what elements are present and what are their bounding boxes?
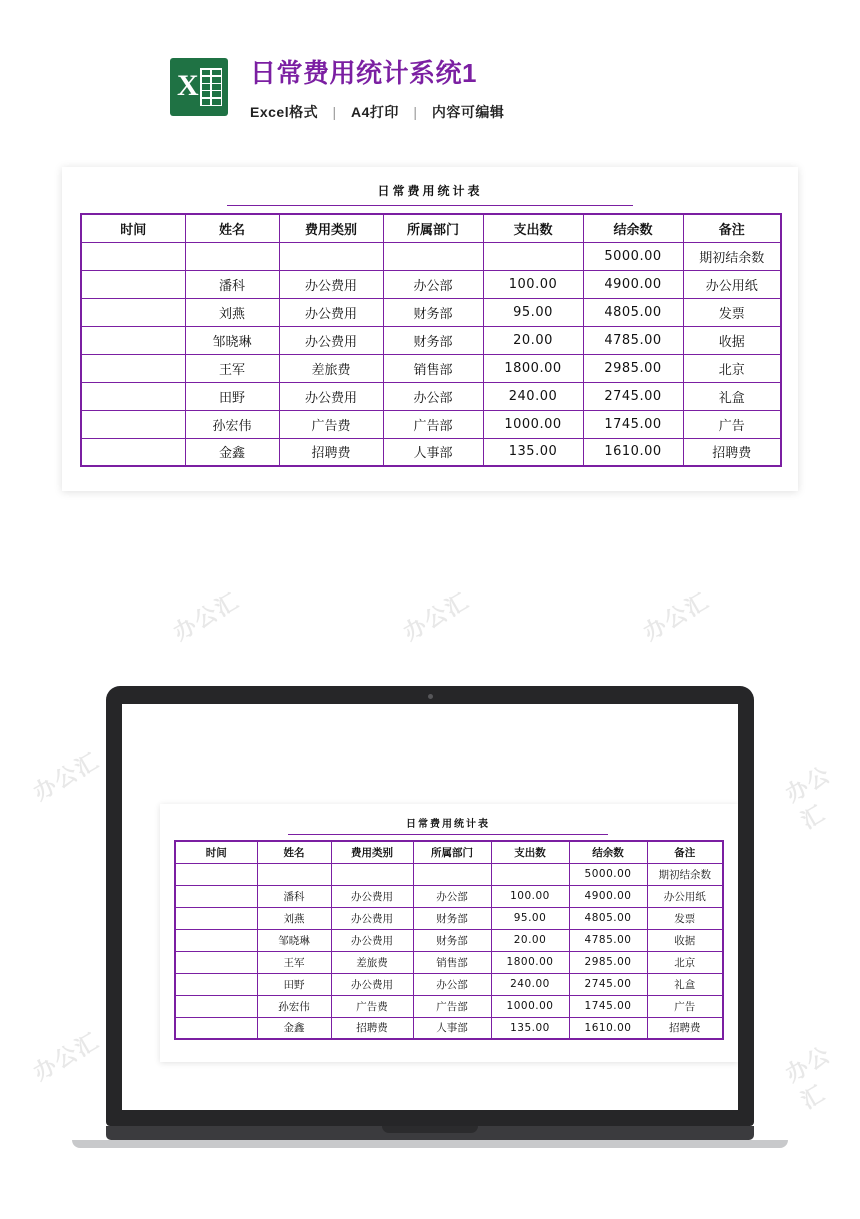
cell-expense: 1000.00 [491,995,569,1017]
excel-file-icon [170,58,228,116]
cell-category: 差旅费 [279,354,383,382]
cell-expense: 240.00 [483,382,583,410]
column-header-time: 时间 [175,841,257,863]
cell-time [175,951,257,973]
cell-category: 招聘费 [331,1017,413,1039]
cell-balance: 4900.00 [569,885,647,907]
cell-time [81,242,185,270]
cell-balance: 1745.00 [569,995,647,1017]
cell-department [383,242,483,270]
cell-time [175,863,257,885]
cell-balance: 4900.00 [583,270,683,298]
cell-name: 金鑫 [257,1017,331,1039]
laptop-mockup [106,686,754,1148]
cell-name [257,863,331,885]
cell-balance: 2985.00 [583,354,683,382]
header-text-block [250,56,504,122]
watermark: 办公汇 [169,588,245,647]
cell-time [175,995,257,1017]
meta-editable: 内容可编辑 [431,104,505,120]
cell-category: 办公费用 [279,382,383,410]
cell-name: 潘科 [257,885,331,907]
cell-expense: 95.00 [483,298,583,326]
cell-category [331,863,413,885]
table-row [175,973,723,995]
table-row [175,885,723,907]
sheet-title-mirror: 日常费用统计表 [288,815,608,835]
table-header-row [175,841,723,863]
cell-department: 办公部 [383,382,483,410]
cell-expense: 20.00 [491,929,569,951]
watermark: 办公汇 [781,1041,836,1115]
table-row [175,863,723,885]
page-subtitle [250,102,504,122]
cell-balance: 1745.00 [583,410,683,438]
column-header-time: 时间 [81,214,185,242]
cell-category: 招聘费 [279,438,383,466]
cell-department: 办公部 [413,885,491,907]
cell-category: 办公费用 [331,907,413,929]
cell-time [175,1017,257,1039]
cell-name: 金鑫 [185,438,279,466]
laptop-foot [72,1140,788,1148]
cell-name [185,242,279,270]
laptop-notch [382,1126,478,1133]
watermark: 办公汇 [639,588,715,647]
cell-category: 差旅费 [331,951,413,973]
cell-time [175,929,257,951]
cell-balance: 4785.00 [569,929,647,951]
cell-balance: 1610.00 [583,438,683,466]
cell-category: 办公费用 [331,973,413,995]
cell-balance: 2985.00 [569,951,647,973]
column-header-category: 费用类别 [331,841,413,863]
cell-name: 潘科 [185,270,279,298]
cell-remark: 招聘费 [647,1017,723,1039]
cell-department: 广告部 [383,410,483,438]
cell-expense: 20.00 [483,326,583,354]
cell-category: 办公费用 [279,326,383,354]
cell-category [279,242,383,270]
column-header-department: 所属部门 [413,841,491,863]
meta-separator-1: | [332,104,337,120]
product-header [170,56,504,122]
table-row [175,929,723,951]
cell-category: 办公费用 [279,298,383,326]
column-header-department: 所属部门 [383,214,483,242]
cell-category: 广告费 [279,410,383,438]
laptop-screen-frame [106,686,754,1126]
spreadsheet-preview [80,182,780,467]
watermark: 办公汇 [29,748,105,807]
excel-x-glyph: X [177,69,199,102]
cell-name: 孙宏伟 [185,410,279,438]
cell-expense: 1000.00 [483,410,583,438]
excel-grid-glyph [200,68,222,106]
table-row [81,354,781,382]
preview-card-mirror [160,804,738,1062]
cell-expense [483,242,583,270]
cell-remark: 收据 [683,326,781,354]
cell-remark: 办公用纸 [683,270,781,298]
cell-name: 刘燕 [185,298,279,326]
column-header-name: 姓名 [257,841,331,863]
column-header-remark: 备注 [683,214,781,242]
cell-category: 办公费用 [331,885,413,907]
cell-remark: 礼盒 [647,973,723,995]
column-header-remark: 备注 [647,841,723,863]
cell-expense: 95.00 [491,907,569,929]
cell-remark: 期初结余数 [683,242,781,270]
cell-time [81,354,185,382]
table-row [175,995,723,1017]
cell-name: 王军 [185,354,279,382]
cell-department: 财务部 [413,929,491,951]
cell-name: 刘燕 [257,907,331,929]
table-row [81,438,781,466]
expense-table-mirror [174,840,724,1040]
table-row [81,298,781,326]
cell-time [81,270,185,298]
cell-name: 孙宏伟 [257,995,331,1017]
table-row [81,270,781,298]
column-header-expense: 支出数 [483,214,583,242]
cell-time [81,382,185,410]
cell-expense: 1800.00 [483,354,583,382]
table-header-row [81,214,781,242]
cell-expense: 135.00 [491,1017,569,1039]
cell-category: 广告费 [331,995,413,1017]
cell-time [81,326,185,354]
cell-remark: 发票 [683,298,781,326]
cell-remark: 收据 [647,929,723,951]
cell-balance: 5000.00 [583,242,683,270]
cell-balance: 4785.00 [583,326,683,354]
cell-department: 销售部 [413,951,491,973]
cell-department: 销售部 [383,354,483,382]
cell-remark: 广告 [683,410,781,438]
cell-category: 办公费用 [279,270,383,298]
cell-remark: 广告 [647,995,723,1017]
cell-time [175,885,257,907]
cell-department: 人事部 [383,438,483,466]
table-row [81,326,781,354]
cell-remark: 招聘费 [683,438,781,466]
cell-remark: 期初结余数 [647,863,723,885]
laptop-screen [122,704,738,1110]
watermark: 办公汇 [781,761,836,835]
cell-balance: 1610.00 [569,1017,647,1039]
cell-balance: 2745.00 [583,382,683,410]
cell-expense: 100.00 [483,270,583,298]
cell-balance: 4805.00 [583,298,683,326]
meta-separator-2: | [413,104,418,120]
cell-time [175,907,257,929]
cell-remark: 北京 [647,951,723,973]
cell-expense: 1800.00 [491,951,569,973]
watermark: 办公汇 [399,588,475,647]
cell-name: 王军 [257,951,331,973]
cell-department: 广告部 [413,995,491,1017]
table-row [81,382,781,410]
cell-remark: 办公用纸 [647,885,723,907]
cell-department: 办公部 [413,973,491,995]
table-row [81,242,781,270]
column-header-category: 费用类别 [279,214,383,242]
cell-department [413,863,491,885]
cell-department: 人事部 [413,1017,491,1039]
page-title: 日常费用统计系统1 [250,58,477,88]
column-header-expense: 支出数 [491,841,569,863]
column-header-balance: 结余数 [569,841,647,863]
column-header-balance: 结余数 [583,214,683,242]
cell-department: 办公部 [383,270,483,298]
expense-table [80,213,782,467]
spreadsheet-preview-mirror [174,815,722,1040]
cell-remark: 发票 [647,907,723,929]
cell-time [81,410,185,438]
column-header-name: 姓名 [185,214,279,242]
table-row [175,907,723,929]
cell-expense: 135.00 [483,438,583,466]
cell-balance: 5000.00 [569,863,647,885]
cell-remark: 北京 [683,354,781,382]
cell-time [175,973,257,995]
cell-balance: 2745.00 [569,973,647,995]
preview-card [62,167,798,491]
sheet-title: 日常费用统计表 [227,182,633,206]
cell-category: 办公费用 [331,929,413,951]
meta-print: A4打印 [351,104,399,120]
cell-expense: 100.00 [491,885,569,907]
webcam-icon [428,694,433,699]
table-row [81,410,781,438]
cell-time [81,438,185,466]
laptop-base [106,1126,754,1140]
cell-name: 邹晓琳 [257,929,331,951]
cell-balance: 4805.00 [569,907,647,929]
cell-remark: 礼盒 [683,382,781,410]
cell-department: 财务部 [383,298,483,326]
watermark: 办公汇 [29,1028,105,1087]
meta-format: Excel格式 [250,104,319,120]
cell-expense: 240.00 [491,973,569,995]
cell-department: 财务部 [383,326,483,354]
cell-name: 邹晓琳 [185,326,279,354]
cell-time [81,298,185,326]
table-row [175,1017,723,1039]
table-row [175,951,723,973]
cell-expense [491,863,569,885]
cell-name: 田野 [185,382,279,410]
cell-name: 田野 [257,973,331,995]
cell-department: 财务部 [413,907,491,929]
